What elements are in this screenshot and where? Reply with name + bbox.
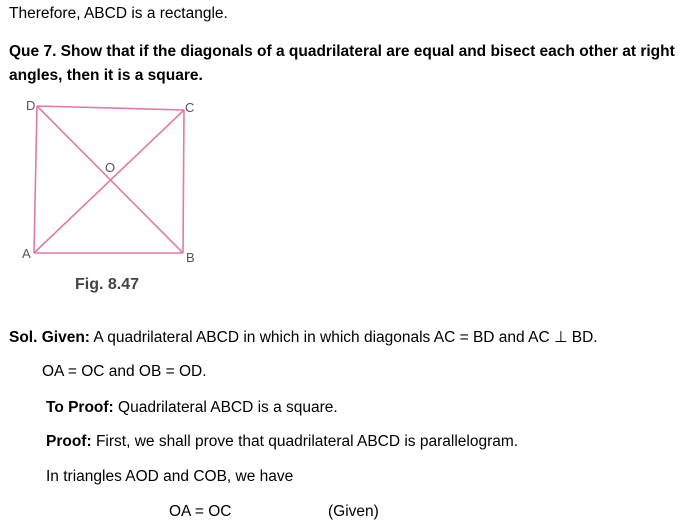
label-o: O [105,160,116,175]
label-a: A [22,246,31,261]
given-line [9,328,598,348]
intro-line: Therefore, ABCD is a rectangle. [9,5,228,22]
label-c: C [185,100,195,115]
side-ad [34,106,37,253]
given-label: Sol. Given: [9,329,90,346]
oa-oc-line: OA = OC and OB = OD. [42,363,207,380]
side-cb [183,110,184,253]
label-d: D [26,98,36,113]
proof-text: First, we shall prove that quadrilateral ABCD is parallelogram. [95,433,519,450]
to-proof-line [46,398,338,418]
figure-svg [20,96,210,296]
proof-label: Proof: [46,433,92,450]
side-dc [37,106,184,110]
figure-caption: Fig. 8.47 [75,276,140,293]
label-b: B [186,250,195,265]
to-proof-text: Quadrilateral ABCD is a square. [118,399,338,416]
question-heading: Que 7. Show that if the diagonals of a quadrilateral are equal and bisect each other at right angles, then it is a square. [9,43,675,84]
triangles-line: In triangles AOD and COB, we have [46,468,294,485]
diagonal-bd [37,106,183,253]
to-proof-label: To Proof: [46,399,114,416]
given-text: A quadrilateral ABCD in which in which diagonals AC = BD and AC ⊥ BD. [93,329,598,346]
proof-line [46,432,518,452]
equation-left: OA = OC [169,503,232,520]
square-figure [20,96,210,296]
equation-reason: (Given) [328,503,379,520]
